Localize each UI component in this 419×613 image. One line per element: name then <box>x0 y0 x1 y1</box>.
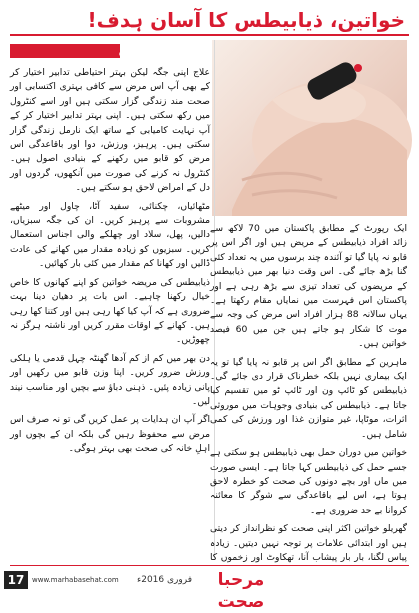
glucose-test-illustration <box>212 40 407 216</box>
right-paragraph-3: خواتین میں دوران حمل بھی ذیابیطس ہو سکتی ہے جسے حمل کی ذیابیطس کہا جاتا ہے۔ ایسی صورت میں ماں اور بچے دونوں کی صحت کو خطرہ لاحق ہوتا ہے، اس لیے باقاعدگی سے شوگر کا معائنہ کروانا بے حد ضروری ہے۔ <box>210 447 407 516</box>
magazine-logo: مرحبا صحت <box>217 570 265 612</box>
left-paragraph-2: مٹھائیاں، چکنائی، سفید آٹا، چاول اور میٹھے مشروبات سے پرہیز کریں۔ ان کی جگہ سبزیاں، دالیں، پھل، سلاد اور چھلکے والی اجناس استعمال کریں۔ سبزیوں کو زیادہ مقدار میں کھانے کی عادت ڈالیں اور کھانا کم مقدار میں کئی بار کھائیں۔ <box>10 200 210 270</box>
website-url: www.marhabasehat.com <box>32 576 119 584</box>
footer-rule <box>10 565 409 566</box>
left-paragraph-4: دن بھر میں کم از کم آدھا گھنٹہ چہل قدمی یا ہلکی ورزش ضرور کریں۔ اپنا وزن قابو میں رکھیں اور پانی زیادہ پئیں۔ ذہنی دباؤ سے بچیں اور مناسب نیند لیں۔ <box>10 352 210 407</box>
left-column <box>10 66 210 558</box>
right-paragraph-1: ایک رپورٹ کے مطابق پاکستان میں 70 لاکھ سے زائد افراد ذیابیطس کے مریض ہیں اور اگر اس پر قابو نہ پایا گیا تو آئندہ چند برسوں میں یہ تعداد کئی گنا بڑھ جائے گی۔ اس وقت دنیا بھر میں ذیابیطس کے مریضوں کی تعداد تیزی سے بڑھ رہی ہے اور پاکستان اس فہرست میں نمایاں مقام رکھتا ہے۔ یہاں سالانہ 88 ہزار افراد اس مرض کی وجہ سے موت کا شکار ہو جاتے ہیں جن میں 60 فیصد خواتین ہیں۔ <box>210 223 408 350</box>
left-paragraph-3: ذیابیطس کی مریضہ خواتین کو اپنے کھانوں کا خاص خیال رکھنا چاہیے۔ اس بات پر دھیان دینا بہت ضروری ہے کہ آپ کیا کھا رہی ہیں اور کتنا کھا رہی ہیں۔ کھانے کے اوقات مقرر کریں اور ناشتہ ہرگز نہ چھوڑیں۔ <box>10 276 210 346</box>
author-byline <box>10 40 210 60</box>
right-column <box>210 222 408 563</box>
page-number: 17 <box>4 571 28 589</box>
author-name: ثمینہ فیاض <box>118 44 180 57</box>
left-paragraph-5: اگر آپ ان ہدایات پر عمل کریں گی تو نہ صرف اس مرض سے محفوظ رہیں گی بلکہ ان کے بچوں اور اہلِ خانہ کی صحت بھی بہتر ہوگی۔ <box>10 414 210 455</box>
article-photo <box>212 40 407 216</box>
headline-rule <box>10 34 409 36</box>
article-headline: خواتین، ذیابیطس کا آسان ہدف! <box>87 8 405 32</box>
right-paragraph-4: گھریلو خواتین اکثر اپنی صحت کو نظرانداز کر دیتی ہیں اور ابتدائی علامات پر توجہ نہیں دیتیں۔ زیادہ پیاس لگنا، بار بار پیشاب آنا، تھکاوٹ اور زخموں کا <box>210 523 407 563</box>
issue-date: فروری 2016ء <box>136 575 192 585</box>
left-paragraph-1: علاج اپنی جگہ لیکن بہتر احتیاطی تدابیر اختیار کر کے بھی آپ اس مرض سے کافی بہتری اکتسابی اور صحت مند زندگی گزار سکتی ہیں اور اسے کنٹرول میں رکھ سکتی ہیں۔ اپنی بہتر تدابیر اختیار کر کے آپ نہایت کامیابی کے ساتھ ایک نارمل زندگی گزار سکتی ہیں۔ پرہیز، ورزش، دوا اور باقاعدگی اس مرض کو قابو میں رکھنے کے بنیادی اصول ہیں۔ کنٹرول نہ کرنے کی صورت میں آنکھوں، گردوں اور دل کے امراض لاحق ہو سکتے ہیں۔ <box>10 67 210 194</box>
right-paragraph-2: ماہرین کے مطابق اگر اس پر قابو نہ پایا گیا تو یہ ایک بیماری نہیں بلکہ خطرناک قرار دی جائے گی۔ ذیابیطس کو ٹائپ ون اور ٹائپ ٹو میں تقسیم کیا جاتا ہے۔ ذیابیطس کی بنیادی وجوہات میں موروثی اثرات، موٹاپا، غیر متوازن غذا اور ورزش کی کمی شامل ہیں۔ <box>210 356 407 440</box>
page-footer <box>0 565 419 612</box>
